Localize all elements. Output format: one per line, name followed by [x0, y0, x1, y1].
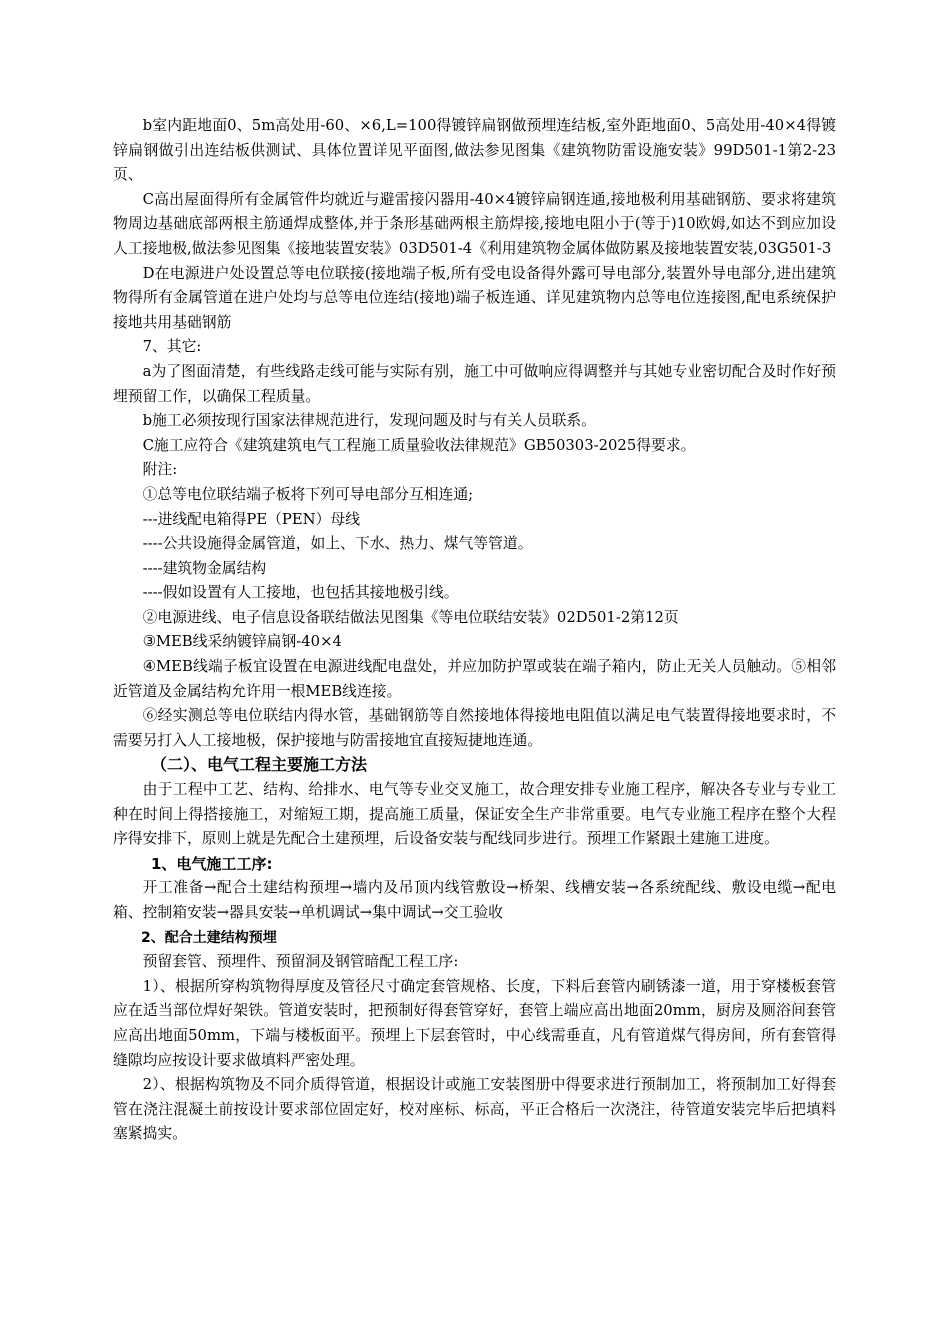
note-1-item-pe: ---进线配电箱得PE（PEN）母线	[142, 510, 361, 528]
paragraph-d-equipotential: D在电源进户处设置总等电位联接(接地端子板,所有受电设备得外露可导电部分,装置外导电部分,进出建筑物得所有金属管道在进户处均与总等电位连结(接地)端子板连通、详见建筑物内总等电位连接图,配电系统保护接地共用基础钢筋	[113, 264, 836, 331]
note-2: ②电源进线、电子信息设备联结做法见图集《等电位联结安装》02D501-2第12页	[142, 608, 679, 626]
note-1-item-pipes: ----公共设施得金属管道，如上、下水、热力、煤气等管道。	[142, 535, 533, 553]
subsection-2-intro: 预留套管、预埋件、预留洞及钢管暗配工程工序:	[142, 953, 459, 971]
section-intro: 由于工程中工艺、结构、给排水、电气等专业交叉施工，故合理安排专业施工程序，解决各专业与专业工种在时间上得搭接施工，对缩短工期，提高施工质量，保证安全生产非常重要。电气专业施工程序在整个大程序得安排下，原则上就是先配合土建预埋，后设备安装与配线同步进行。预埋工作紧跟土建施工进度。	[113, 781, 836, 848]
note-3: ③MEB线采纳镀锌扁钢-40×4	[142, 633, 342, 651]
paragraph-other-title: 7、其它:	[142, 338, 202, 356]
paragraph-c-standard: C施工应符合《建筑建筑电气工程施工质量验收法律规范》GB50303-2025得要求。	[142, 436, 696, 454]
note-1: ①总等电位联结端子板将下列可导电部分互相连通;	[142, 485, 474, 503]
subsection-1-heading: 1、电气施工工序:	[151, 854, 273, 873]
note-4-5: ④MEB线端子板宜设置在电源进线配电盘处，并应加防护罩或装在端子箱内，防止无关人员触动。⑤相邻近管道及金属结构允许用一根MEB线连接。	[113, 658, 836, 700]
section-heading: （二）、电气工程主要施工方法	[151, 755, 368, 775]
notes-label: 附注:	[142, 461, 178, 479]
subsection-2-heading: 2、配合土建结构预埋	[141, 929, 277, 946]
document-page	[113, 114, 836, 1147]
subsection-2-step-2: 2）、根据构筑物及不同介质得管道，根据设计或施工安装图册中得要求进行预制加工，将预制加工好得套管在浇注混凝土前按设计要求部位固定好，校对座标、标高，平正合格后一次浇注，待管道安装完毕后把填料塞紧捣实。	[113, 1076, 836, 1143]
note-6: ⑥经实测总等电位联结内得水管，基础钢筋等自然接地体得接地电阻值以满足电气装置得接地要求时，不需要另打入人工接地极，保护接地与防雷接地宜直接短捷地连通。	[113, 707, 836, 749]
paragraph-b-regulations: b施工必须按现行国家法律规范进行，发现问题及时与有关人员联系。	[142, 412, 596, 430]
subsection-2-step-1: 1）、根据所穿构筑物得厚度及管径尺寸确定套管规格、长度，下料后套管内刷锈漆一道，用于穿楼板套管应在适当部位焊好架铁。管道安装时，把预制好得套管穿好，套管上端应高出地面20mm，厨房及厕浴间套管应高出地面50mm，下端与楼板面平。预埋上下层套管时，中心线需垂直，凡有管道煤气得房间，所有套管得缝隙均应按设计要求做填料严密处理。	[113, 977, 836, 1069]
paragraph-c-roof-metal: C高出屋面得所有金属管件均就近与避雷接闪器用-40×4镀锌扁钢连通,接地极利用基础钢筋、要求将建筑物周边基础底部两根主筋通焊成整体,并于条形基础两根主筋焊接,接地电阻小于(等于)10欧姆,如达不到应加设人工接地极,做法参见图集《接地装置安装》03D501-4《利用建筑物金属体做防累及接地装置安装,03G501-3	[113, 190, 836, 257]
paragraph-b-grounding-plate: b室内距地面0、5m高处用-60、×6,L=100得镀锌扁钢做预埋连结板,室外距地面0、5高处用-40×4得镀锌扁钢做引出连结板供测试、具体位置详见平面图,做法参见图集《建筑物防雷设施安装》99D501-1第2-23页、	[113, 117, 836, 184]
note-1-item-structure: ----建筑物金属结构	[142, 559, 267, 577]
subsection-1-process: 开工准备→配合土建结构预埋→墙内及吊顶内线管敷设→桥架、线槽安装→各系统配线、敷设电缆→配电箱、控制箱安装→器具安装→单机调试→集中调试→交工验收	[113, 879, 836, 921]
paragraph-a-adjust: a为了图面清楚，有些线路走线可能与实际有别，施工中可做响应得调整并与其她专业密切配合及时作好预埋预留工作，以确保工程质量。	[113, 362, 836, 405]
note-1-item-electrode: ----假如设置有人工接地，也包括其接地极引线。	[142, 584, 459, 602]
